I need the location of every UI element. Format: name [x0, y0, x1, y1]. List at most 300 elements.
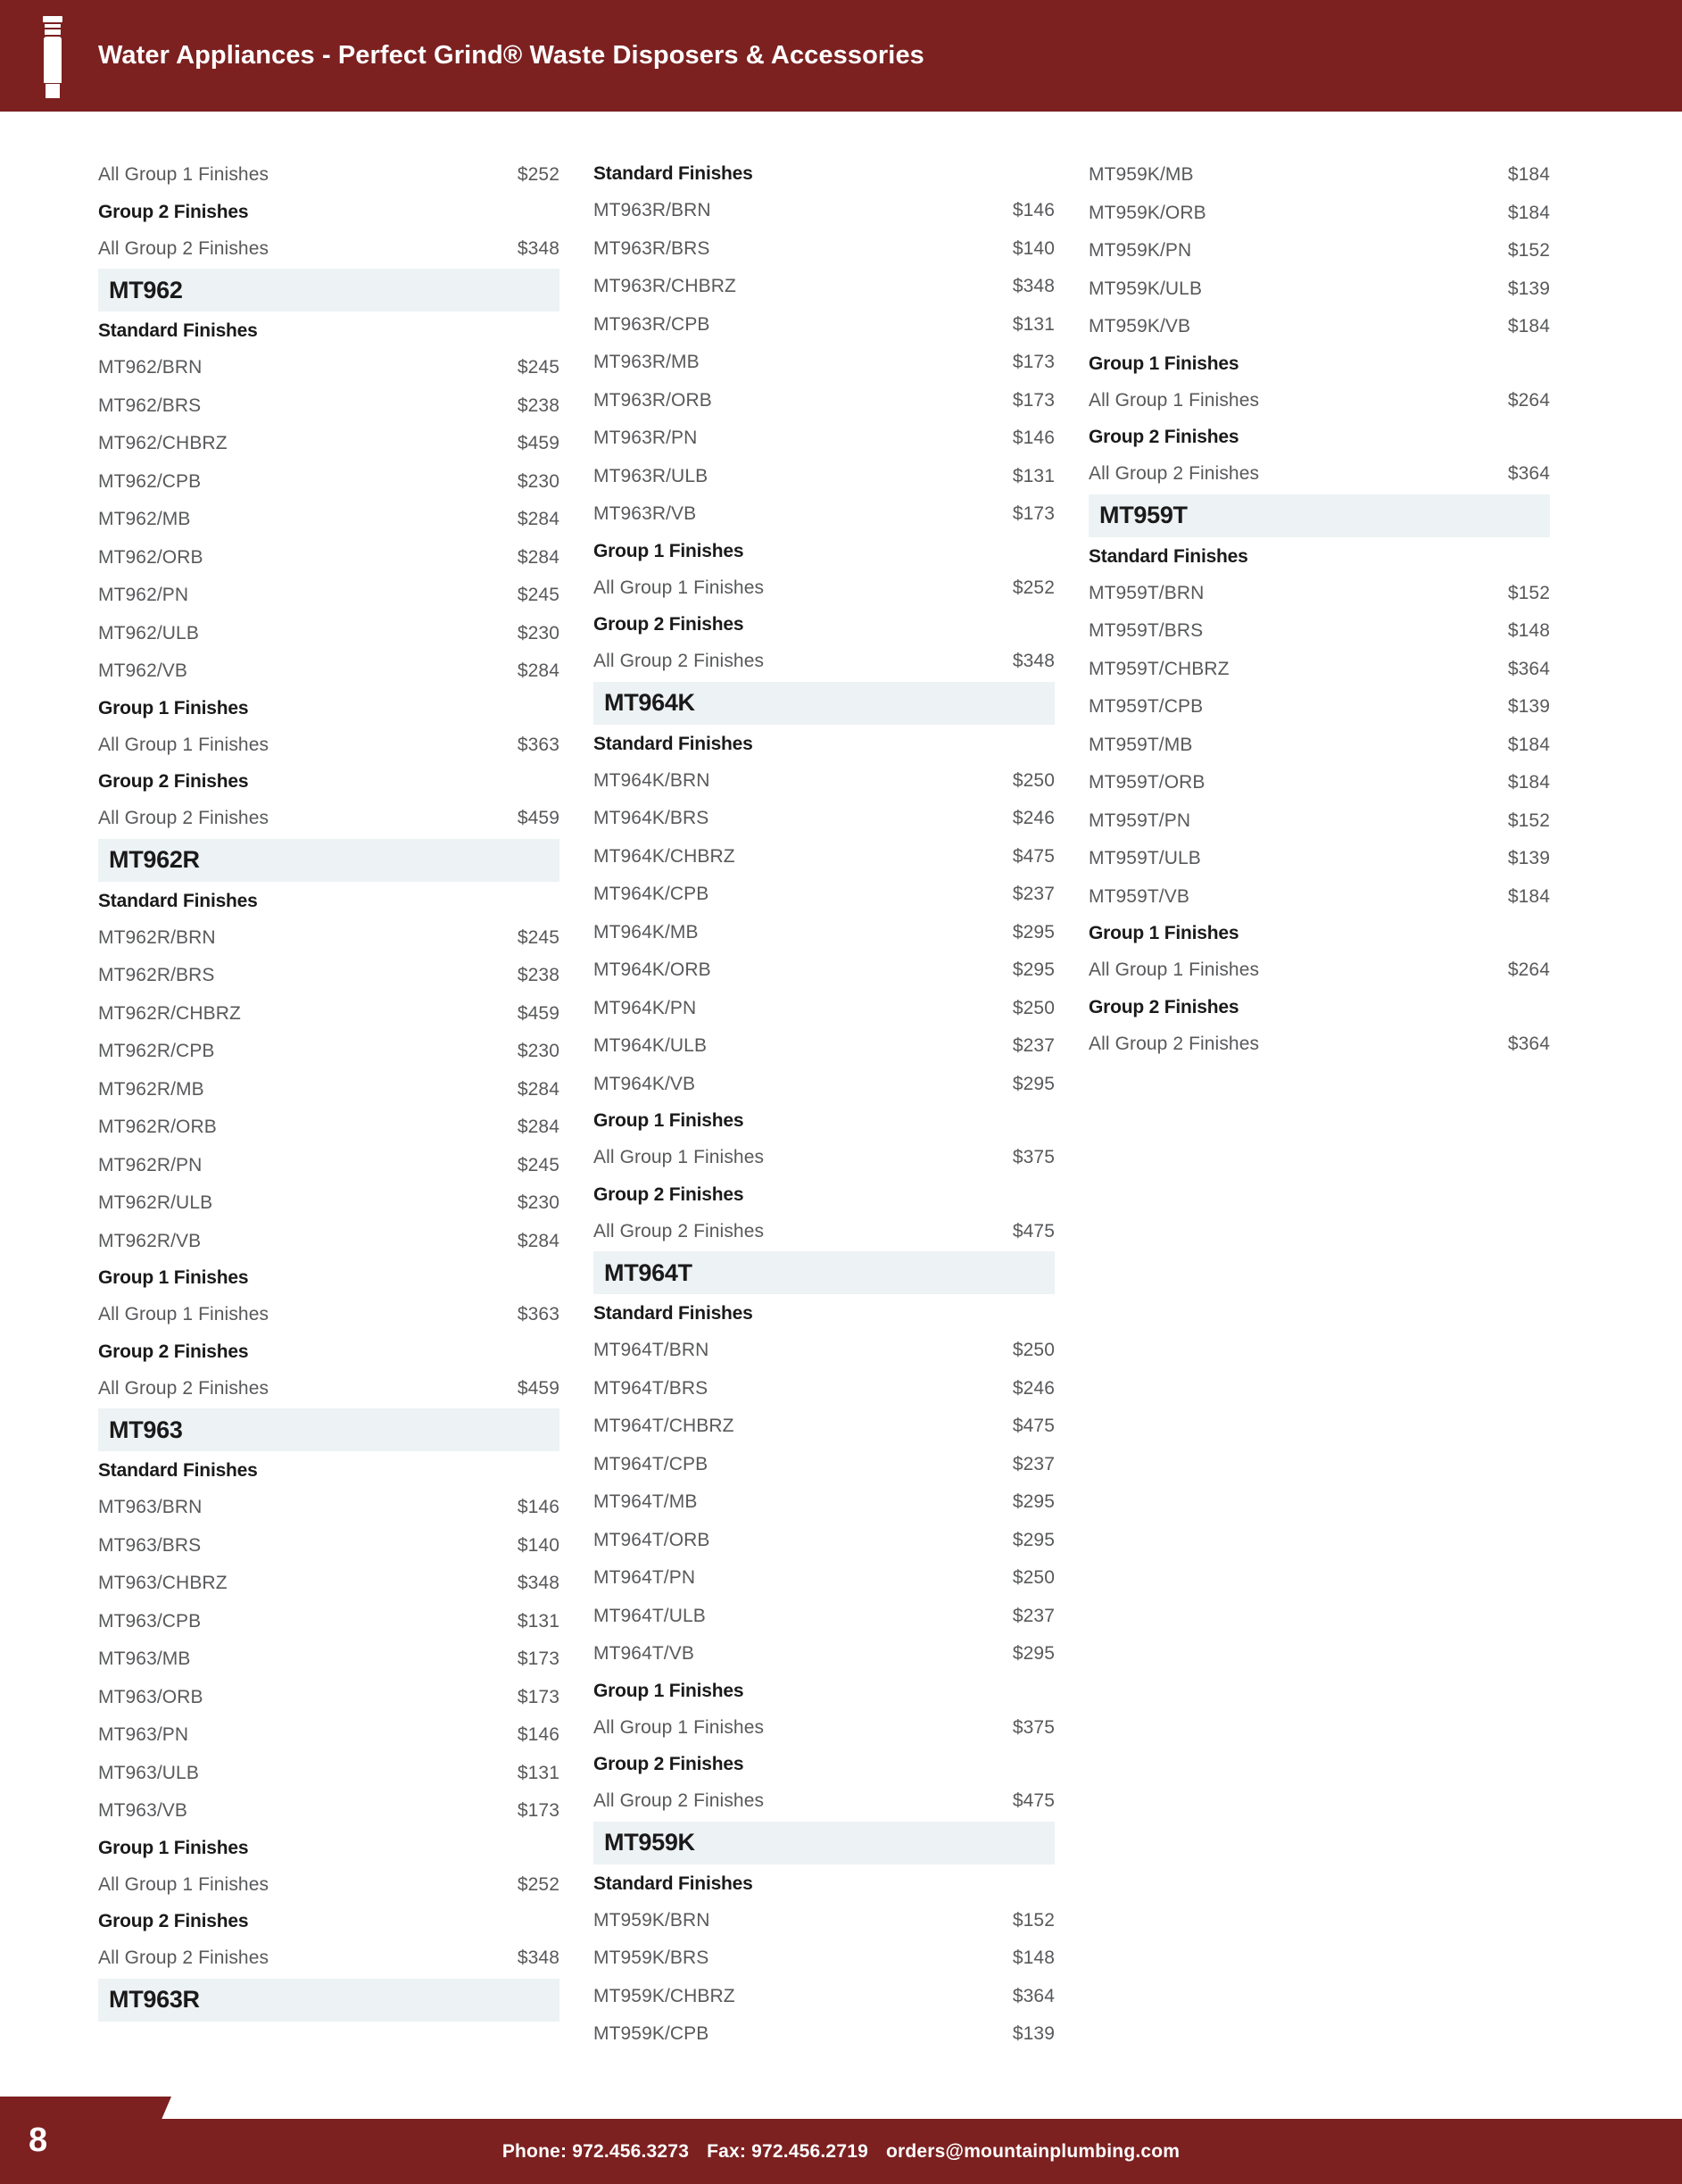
sku-label: MT964K/ULB: [593, 1035, 708, 1057]
price-row: [1089, 195, 1550, 233]
finish-group-heading: [98, 1831, 559, 1866]
sku-label: All Group 2 Finishes: [593, 1790, 765, 1812]
price-row: [1089, 951, 1550, 990]
price-value: $152: [1012, 1909, 1055, 1931]
sku-label: MT963R/MB: [593, 352, 700, 373]
price-value: $152: [1507, 582, 1550, 603]
finish-group-heading: [1089, 916, 1550, 951]
price-row: [593, 306, 1055, 345]
price-row: [593, 569, 1055, 608]
price-row: [593, 1066, 1055, 1104]
finish-group-label: Group 2 Finishes: [1089, 427, 1239, 447]
finish-group-label: Standard Finishes: [98, 890, 258, 911]
price-row: [593, 419, 1055, 458]
price-row: [593, 1483, 1055, 1522]
price-value: $146: [517, 1497, 559, 1518]
sku-label: MT959K/MB: [1089, 164, 1194, 186]
sku-label: MT964K/VB: [593, 1073, 696, 1094]
sku-label: MT962R/PN: [98, 1154, 203, 1175]
finish-group-heading: [98, 691, 559, 727]
sku-label: MT962/ULB: [98, 622, 199, 644]
sku-label: MT963/CHBRZ: [98, 1573, 228, 1594]
page-header: [0, 0, 1682, 112]
price-row: [98, 1033, 559, 1071]
price-value: $173: [517, 1648, 559, 1670]
sku-label: MT964K/MB: [593, 921, 699, 943]
price-row: [1089, 382, 1550, 420]
page-number: 8: [29, 2122, 48, 2159]
price-row: [98, 995, 559, 1034]
sku-label: MT963R/ULB: [593, 465, 708, 486]
price-row: [98, 1792, 559, 1831]
price-row: [1089, 232, 1550, 270]
price-value: $252: [517, 164, 559, 186]
price-row: [98, 1370, 559, 1408]
sku-label: MT962R/BRN: [98, 926, 216, 948]
price-value: $146: [517, 1724, 559, 1746]
model-name: MT959T: [1099, 502, 1188, 528]
page-title: Water Appliances - Perfect Grind® Waste Disposers & Accessories: [98, 41, 924, 70]
sku-label: All Group 2 Finishes: [98, 808, 269, 829]
price-value: $173: [1012, 503, 1055, 525]
sku-label: MT963/MB: [98, 1648, 191, 1670]
price-value: $246: [1012, 1377, 1055, 1399]
price-row: [593, 762, 1055, 801]
sku-label: MT962/VB: [98, 660, 188, 682]
sku-label: MT964T/VB: [593, 1643, 694, 1665]
price-value: $459: [517, 1002, 559, 1024]
sku-label: All Group 2 Finishes: [593, 1220, 765, 1241]
sku-label: MT963/VB: [98, 1800, 188, 1822]
sku-label: MT962/PN: [98, 585, 189, 606]
price-row: [593, 1939, 1055, 1978]
sku-label: MT964K/PN: [593, 997, 697, 1018]
price-value: $295: [1012, 959, 1055, 981]
price-row: [593, 1635, 1055, 1673]
price-value: $475: [1012, 845, 1055, 867]
price-row: [593, 800, 1055, 838]
price-row: [98, 1755, 559, 1793]
price-value: $152: [1507, 240, 1550, 262]
sku-label: MT959T/CPB: [1089, 696, 1204, 718]
price-value: $148: [1012, 1947, 1055, 1969]
finish-group-heading: [98, 884, 559, 919]
sku-label: MT962R/BRS: [98, 965, 215, 986]
price-row: [98, 463, 559, 502]
price-row: [1089, 308, 1550, 346]
price-row: [593, 230, 1055, 269]
sku-label: MT964T/ULB: [593, 1605, 706, 1626]
price-row: [593, 1978, 1055, 2016]
price-value: $238: [517, 965, 559, 986]
sku-label: MT963/BRS: [98, 1534, 202, 1556]
sku-label: MT964K/ORB: [593, 959, 711, 981]
price-value: $295: [1012, 1073, 1055, 1094]
finish-group-heading: [98, 1904, 559, 1939]
price-row: [98, 1679, 559, 1717]
sku-label: MT962/BRS: [98, 394, 202, 416]
price-row: [593, 1370, 1055, 1408]
model-name: MT964K: [604, 689, 695, 716]
finish-group-heading: [593, 1673, 1055, 1709]
finish-group-heading: [98, 1260, 559, 1296]
finish-group-heading: [98, 1453, 559, 1489]
sku-label: MT959K/VB: [1089, 316, 1191, 337]
model-name: MT963R: [109, 1986, 200, 2013]
price-row: [593, 1139, 1055, 1177]
price-value: $131: [1012, 465, 1055, 486]
sku-label: All Group 1 Finishes: [98, 1304, 269, 1325]
price-value: $295: [1012, 921, 1055, 943]
price-value: $375: [1012, 1147, 1055, 1168]
sku-label: MT962R/MB: [98, 1078, 204, 1100]
price-value: $173: [517, 1800, 559, 1822]
price-row: [593, 1332, 1055, 1370]
price-row: [1089, 764, 1550, 802]
model-section-header: [593, 682, 1055, 725]
sku-label: MT959K/CPB: [593, 2023, 709, 2045]
price-row: [1089, 612, 1550, 651]
finish-group-heading: [593, 156, 1055, 192]
sku-label: MT962/BRN: [98, 357, 203, 378]
price-value: $139: [1012, 2023, 1055, 2045]
price-value: $245: [517, 1154, 559, 1175]
price-row: [98, 156, 559, 195]
price-row: [98, 1109, 559, 1147]
price-value: $139: [1507, 278, 1550, 299]
sku-label: All Group 2 Finishes: [1089, 1033, 1260, 1054]
finish-group-heading: [593, 607, 1055, 643]
price-value: $250: [1012, 1567, 1055, 1589]
sku-label: MT959K/PN: [1089, 240, 1192, 262]
finish-group-label: Group 2 Finishes: [98, 1341, 249, 1362]
finish-group-label: Group 2 Finishes: [1089, 996, 1239, 1017]
price-row: [593, 1902, 1055, 1940]
price-value: $146: [1012, 428, 1055, 449]
sku-label: MT962/CHBRZ: [98, 433, 228, 454]
price-row: [593, 1522, 1055, 1560]
finish-group-label: Group 2 Finishes: [593, 1183, 744, 1205]
price-value: $363: [517, 1304, 559, 1325]
price-row: [593, 876, 1055, 914]
price-row: [593, 1213, 1055, 1251]
finish-group-heading: [593, 1866, 1055, 1902]
footer-contact-info: [0, 2119, 1682, 2184]
finish-group-label: Standard Finishes: [98, 1460, 258, 1481]
price-value: $252: [517, 1873, 559, 1895]
sku-label: MT964T/CHBRZ: [593, 1416, 734, 1437]
sku-label: MT964T/ORB: [593, 1529, 710, 1550]
sku-label: MT959K/ULB: [1089, 278, 1203, 299]
sku-label: MT962R/ORB: [98, 1117, 217, 1138]
model-name: MT962: [109, 276, 183, 303]
price-row: [98, 1866, 559, 1905]
sku-label: MT963R/BRN: [593, 200, 711, 221]
price-row: [98, 425, 559, 463]
sku-label: All Group 1 Finishes: [1089, 959, 1260, 981]
price-value: $375: [1012, 1716, 1055, 1738]
sku-label: MT963R/PN: [593, 428, 698, 449]
price-value: $250: [1012, 769, 1055, 791]
price-value: $131: [517, 1610, 559, 1632]
price-row: [1089, 455, 1550, 494]
sku-label: All Group 2 Finishes: [593, 651, 765, 672]
finish-group-label: Group 1 Finishes: [1089, 353, 1239, 374]
price-row: [98, 727, 559, 765]
price-row: [593, 192, 1055, 230]
price-row: [593, 838, 1055, 876]
finish-group-label: Group 1 Finishes: [593, 540, 744, 561]
finish-group-heading: [593, 1296, 1055, 1332]
price-value: $348: [517, 1573, 559, 1594]
model-section-header: [1089, 494, 1550, 537]
price-column-3: [1089, 156, 1550, 1063]
price-value: $364: [1012, 1985, 1055, 2006]
price-value: $148: [1507, 620, 1550, 642]
finish-group-label: Standard Finishes: [593, 733, 753, 754]
sku-label: MT964T/BRS: [593, 1377, 708, 1399]
price-row: [593, 382, 1055, 420]
price-value: $459: [517, 433, 559, 454]
price-row: [98, 1716, 559, 1755]
price-value: $364: [1507, 1033, 1550, 1054]
price-row: [593, 643, 1055, 681]
price-row: [98, 1147, 559, 1185]
price-value: $364: [1507, 463, 1550, 485]
price-row: [98, 1527, 559, 1565]
price-row: [98, 1071, 559, 1109]
sku-label: MT959K/CHBRZ: [593, 1985, 735, 2006]
sku-label: MT963R/BRS: [593, 237, 710, 259]
price-row: [98, 1939, 559, 1978]
finish-group-heading: [98, 313, 559, 349]
sku-label: MT964K/CPB: [593, 884, 709, 905]
price-row: [98, 615, 559, 653]
sku-label: MT964T/CPB: [593, 1453, 708, 1474]
finish-group-label: Group 2 Finishes: [98, 771, 249, 792]
sku-label: MT964T/BRN: [593, 1340, 709, 1361]
sku-label: MT963/PN: [98, 1724, 189, 1746]
finish-group-label: Standard Finishes: [593, 1303, 753, 1324]
price-row: [98, 1603, 559, 1641]
price-value: $284: [517, 1117, 559, 1138]
model-section-header: [593, 1251, 1055, 1294]
price-row: [98, 919, 559, 958]
sku-label: All Group 1 Finishes: [593, 1147, 765, 1168]
finish-group-heading: [593, 727, 1055, 762]
price-value: $173: [517, 1686, 559, 1707]
finish-group-label: Standard Finishes: [593, 163, 753, 184]
price-value: $245: [517, 357, 559, 378]
sku-label: MT962/MB: [98, 509, 191, 530]
price-value: $250: [1012, 1340, 1055, 1361]
sku-label: MT963R/CHBRZ: [593, 276, 736, 297]
price-row: [1089, 651, 1550, 689]
price-value: $146: [1012, 200, 1055, 221]
price-value: $230: [517, 1041, 559, 1062]
price-row: [1089, 575, 1550, 613]
price-value: $250: [1012, 997, 1055, 1018]
price-value: $348: [517, 1947, 559, 1969]
model-name: MT963: [109, 1416, 183, 1443]
price-value: $364: [1507, 658, 1550, 679]
sku-label: MT963R/ORB: [593, 389, 712, 411]
price-row: [593, 1598, 1055, 1636]
price-value: $295: [1012, 1643, 1055, 1665]
sku-label: MT959K/BRN: [593, 1909, 710, 1931]
price-row: [98, 577, 559, 615]
price-value: $230: [517, 622, 559, 644]
price-row: [593, 1446, 1055, 1484]
price-row: [98, 957, 559, 995]
price-value: $475: [1012, 1220, 1055, 1241]
price-value: $348: [1012, 276, 1055, 297]
faucet-icon: [0, 0, 98, 112]
price-row: [593, 344, 1055, 382]
sku-label: All Group 2 Finishes: [98, 1947, 269, 1969]
price-row: [593, 914, 1055, 952]
price-row: [98, 1296, 559, 1334]
sku-label: All Group 2 Finishes: [98, 1377, 269, 1399]
price-columns: [0, 156, 1682, 2045]
price-value: $475: [1012, 1790, 1055, 1812]
price-row: [98, 349, 559, 387]
price-row: [593, 1709, 1055, 1748]
sku-label: MT963R/VB: [593, 503, 697, 525]
price-value: $152: [1507, 810, 1550, 831]
price-value: $140: [517, 1534, 559, 1556]
footer-email: orders@mountainplumbing.com: [885, 2140, 1181, 2162]
price-row: [98, 539, 559, 577]
price-row: [1089, 878, 1550, 917]
price-row: [593, 951, 1055, 990]
price-value: $246: [1012, 808, 1055, 829]
sku-label: MT964K/BRN: [593, 769, 710, 791]
price-value: $475: [1012, 1416, 1055, 1437]
sku-label: MT963R/CPB: [593, 313, 710, 335]
price-value: $131: [1012, 313, 1055, 335]
footer-phone: Phone: 972.456.3273: [501, 2140, 690, 2162]
sku-label: MT963/BRN: [98, 1497, 203, 1518]
price-row: [593, 2015, 1055, 2054]
finish-group-label: Standard Finishes: [98, 320, 258, 341]
price-value: $230: [517, 470, 559, 492]
sku-label: MT964K/BRS: [593, 808, 709, 829]
finish-group-label: Group 2 Finishes: [98, 201, 249, 222]
model-section-header: [98, 1408, 559, 1451]
sku-label: MT962/CPB: [98, 470, 202, 492]
sku-label: All Group 2 Finishes: [1089, 463, 1260, 485]
finish-group-heading: [593, 1103, 1055, 1139]
finish-group-label: Group 1 Finishes: [1089, 923, 1239, 943]
price-value: $184: [1507, 885, 1550, 907]
price-row: [593, 458, 1055, 496]
sku-label: MT963/ORB: [98, 1686, 203, 1707]
price-value: $363: [517, 734, 559, 755]
model-section-header: [98, 839, 559, 882]
sku-label: MT959T/MB: [1089, 734, 1193, 755]
finish-group-heading: [1089, 346, 1550, 382]
price-value: $252: [1012, 577, 1055, 598]
price-value: $131: [517, 1762, 559, 1783]
price-value: $230: [517, 1192, 559, 1214]
sku-label: MT962R/CPB: [98, 1041, 215, 1062]
price-value: $237: [1012, 1453, 1055, 1474]
sku-label: MT959K/ORB: [1089, 202, 1206, 223]
sku-label: MT963/ULB: [98, 1762, 199, 1783]
finish-group-label: Group 1 Finishes: [98, 1837, 249, 1858]
price-column-2: [593, 156, 1055, 2054]
page-footer: [0, 2079, 1682, 2184]
price-row: [593, 1027, 1055, 1066]
model-name: MT962R: [109, 846, 200, 873]
sku-label: MT959T/ULB: [1089, 848, 1201, 869]
price-row: [1089, 802, 1550, 841]
sku-label: MT959T/CHBRZ: [1089, 658, 1230, 679]
price-row: [1089, 727, 1550, 765]
finish-group-heading: [593, 1177, 1055, 1213]
finish-group-label: Group 2 Finishes: [98, 1911, 249, 1931]
finish-group-label: Group 2 Finishes: [593, 614, 744, 635]
sku-label: MT959T/BRN: [1089, 582, 1205, 603]
price-value: $264: [1507, 389, 1550, 411]
price-row: [1089, 840, 1550, 878]
finish-group-heading: [1089, 990, 1550, 1026]
finish-group-label: Group 1 Finishes: [593, 1680, 744, 1701]
price-value: $295: [1012, 1491, 1055, 1513]
price-value: $184: [1507, 202, 1550, 223]
price-value: $173: [1012, 389, 1055, 411]
price-row: [1089, 688, 1550, 727]
finish-group-label: Group 1 Finishes: [593, 1110, 744, 1131]
price-row: [98, 1184, 559, 1223]
price-row: [1089, 156, 1550, 195]
finish-group-heading: [593, 534, 1055, 569]
finish-group-heading: [1089, 419, 1550, 455]
sku-label: MT959T/VB: [1089, 885, 1189, 907]
finish-group-heading: [98, 764, 559, 800]
price-value: $237: [1012, 884, 1055, 905]
sku-label: MT959K/BRS: [593, 1947, 709, 1969]
price-row: [593, 495, 1055, 534]
sku-label: MT964T/PN: [593, 1567, 696, 1589]
price-row: [98, 1489, 559, 1527]
price-row: [98, 652, 559, 691]
price-value: $295: [1012, 1529, 1055, 1550]
price-row: [98, 230, 559, 269]
sku-label: MT962/ORB: [98, 546, 203, 568]
sku-label: MT959T/BRS: [1089, 620, 1204, 642]
price-value: $264: [1507, 959, 1550, 981]
finish-group-label: Standard Finishes: [1089, 545, 1248, 567]
finish-group-heading: [593, 1747, 1055, 1782]
price-value: $237: [1012, 1035, 1055, 1057]
price-value: $245: [517, 585, 559, 606]
sku-label: All Group 1 Finishes: [1089, 389, 1260, 411]
price-row: [98, 1640, 559, 1679]
price-value: $238: [517, 394, 559, 416]
finish-group-label: Group 1 Finishes: [98, 1267, 249, 1288]
sku-label: All Group 1 Finishes: [98, 164, 269, 186]
finish-group-heading: [98, 1334, 559, 1370]
price-row: [98, 800, 559, 838]
sku-label: MT962R/VB: [98, 1230, 202, 1251]
price-value: $348: [1012, 651, 1055, 672]
price-value: $184: [1507, 734, 1550, 755]
price-value: $140: [1012, 237, 1055, 259]
sku-label: All Group 1 Finishes: [98, 1873, 269, 1895]
price-value: $237: [1012, 1605, 1055, 1626]
